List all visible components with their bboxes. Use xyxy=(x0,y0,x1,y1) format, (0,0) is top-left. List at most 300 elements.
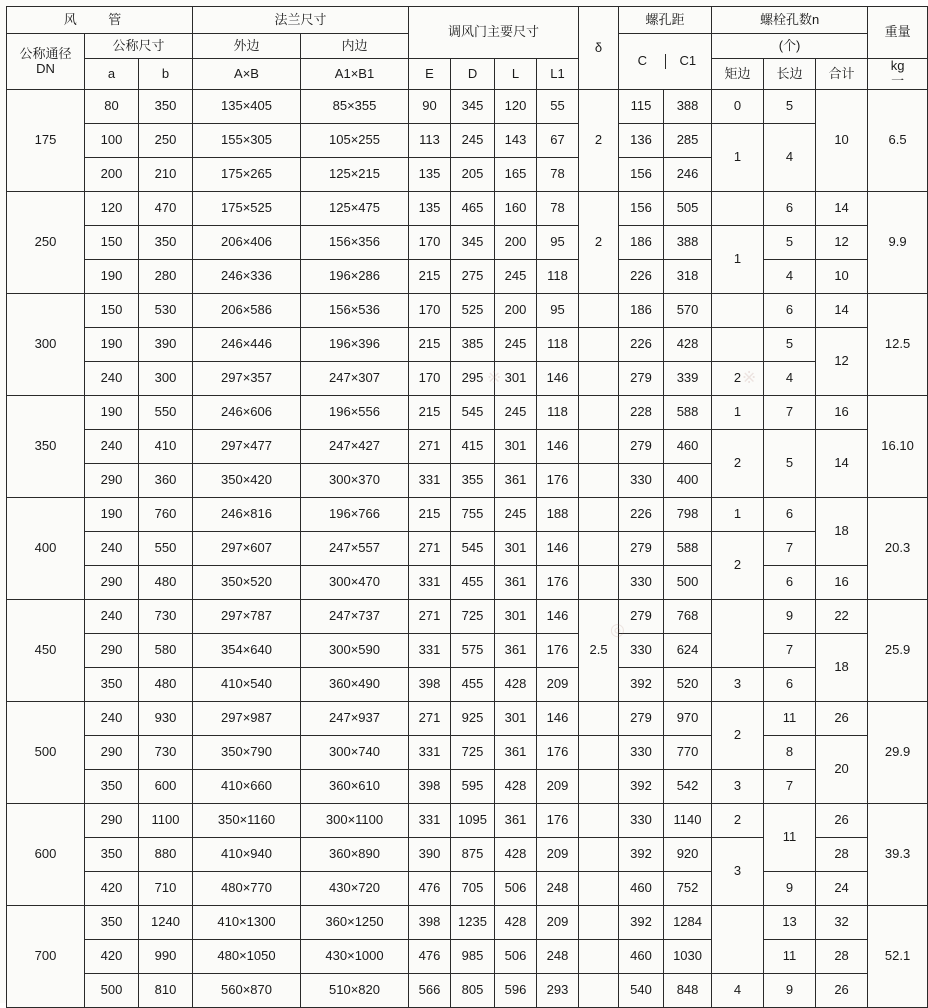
cell-short: 2 xyxy=(712,532,764,600)
cell-b: 810 xyxy=(139,974,193,1008)
cell-C1: 246 xyxy=(664,158,712,192)
cell-E: 170 xyxy=(409,294,451,328)
cell-axb: 246×816 xyxy=(193,498,301,532)
cell-D: 545 xyxy=(451,396,495,430)
cell-D: 385 xyxy=(451,328,495,362)
cell-b: 250 xyxy=(139,124,193,158)
cell-a1xb1: 105×255 xyxy=(301,124,409,158)
header-weight-unit-kg: kg xyxy=(890,58,905,74)
cell-a1xb1: 300×740 xyxy=(301,736,409,770)
cell-C: 392 xyxy=(619,668,664,702)
cell-delta xyxy=(579,804,619,838)
cell-C: 279 xyxy=(619,702,664,736)
cell-C1: 520 xyxy=(664,668,712,702)
cell-short: 1 xyxy=(712,498,764,532)
cell-b: 480 xyxy=(139,668,193,702)
cell-a: 290 xyxy=(85,634,139,668)
cell-C: 228 xyxy=(619,396,664,430)
cell-a1xb1: 430×720 xyxy=(301,872,409,906)
cell-E: 113 xyxy=(409,124,451,158)
cell-total: 10 xyxy=(816,260,868,294)
cell-C1: 505 xyxy=(664,192,712,226)
table-row xyxy=(7,362,928,396)
cell-a1xb1: 125×215 xyxy=(301,158,409,192)
cell-E: 170 xyxy=(409,226,451,260)
cell-delta: 2 xyxy=(579,90,619,192)
cell-b: 470 xyxy=(139,192,193,226)
cell-L1: 176 xyxy=(537,634,579,668)
cell-L: 245 xyxy=(495,260,537,294)
header-col-C: C xyxy=(620,54,666,69)
cell-a: 420 xyxy=(85,940,139,974)
header-group-bolt-count: 螺栓孔数n xyxy=(712,7,868,34)
cell-C1: 768 xyxy=(664,600,712,634)
cell-E: 476 xyxy=(409,940,451,974)
header-nominal-dn-sub: DN xyxy=(36,60,55,76)
cell-E: 170 xyxy=(409,362,451,396)
cell-a: 350 xyxy=(85,838,139,872)
cell-D: 725 xyxy=(451,600,495,634)
cell-weight: 39.3 xyxy=(868,804,928,906)
cell-C: 136 xyxy=(619,124,664,158)
cell-dn: 500 xyxy=(7,702,85,804)
cell-short: 0 xyxy=(712,90,764,124)
cell-short: 3 xyxy=(712,838,764,906)
cell-b: 1100 xyxy=(139,804,193,838)
header-weight-unit-dash: 一 xyxy=(891,73,905,88)
cell-long: 7 xyxy=(764,532,816,566)
cell-C: 186 xyxy=(619,226,664,260)
header-col-D: D xyxy=(451,59,495,90)
cell-long: 5 xyxy=(764,328,816,362)
cell-D: 205 xyxy=(451,158,495,192)
cell-long: 4 xyxy=(764,260,816,294)
cell-C1: 285 xyxy=(664,124,712,158)
cell-C1: 570 xyxy=(664,294,712,328)
cell-C1: 970 xyxy=(664,702,712,736)
cell-L1: 176 xyxy=(537,736,579,770)
cell-E: 271 xyxy=(409,532,451,566)
cell-long: 8 xyxy=(764,736,816,770)
table-row xyxy=(7,90,928,124)
cell-dn: 700 xyxy=(7,906,85,1008)
duct-flange-spec-table xyxy=(6,6,928,1008)
header-col-long-side: 长边 xyxy=(764,59,816,90)
cell-a1xb1: 247×427 xyxy=(301,430,409,464)
cell-E: 390 xyxy=(409,838,451,872)
cell-C: 226 xyxy=(619,260,664,294)
cell-total: 16 xyxy=(816,396,868,430)
header-nominal-dn xyxy=(7,34,85,90)
cell-delta xyxy=(579,906,619,940)
cell-axb: 350×1160 xyxy=(193,804,301,838)
cell-D: 415 xyxy=(451,430,495,464)
cell-long: 6 xyxy=(764,566,816,600)
table-row xyxy=(7,702,928,736)
cell-delta xyxy=(579,702,619,736)
cell-a1xb1: 360×1250 xyxy=(301,906,409,940)
cell-a1xb1: 430×1000 xyxy=(301,940,409,974)
cell-a1xb1: 360×490 xyxy=(301,668,409,702)
cell-C: 392 xyxy=(619,770,664,804)
header-nominal-size: 公称尺寸 xyxy=(85,34,193,59)
cell-total: 26 xyxy=(816,702,868,736)
cell-a: 500 xyxy=(85,974,139,1008)
cell-long: 5 xyxy=(764,226,816,260)
cell-L: 428 xyxy=(495,668,537,702)
cell-total: 18 xyxy=(816,498,868,566)
cell-long: 9 xyxy=(764,872,816,906)
cell-a: 240 xyxy=(85,600,139,634)
cell-L: 301 xyxy=(495,600,537,634)
cell-E: 135 xyxy=(409,158,451,192)
cell-E: 271 xyxy=(409,702,451,736)
header-col-delta: δ xyxy=(579,7,619,90)
cell-long: 4 xyxy=(764,362,816,396)
cell-L1: 248 xyxy=(537,940,579,974)
cell-a: 190 xyxy=(85,260,139,294)
table-row xyxy=(7,906,928,940)
cell-L: 506 xyxy=(495,940,537,974)
cell-E: 398 xyxy=(409,906,451,940)
table-row xyxy=(7,430,928,464)
cell-b: 730 xyxy=(139,736,193,770)
cell-b: 410 xyxy=(139,430,193,464)
cell-total: 12 xyxy=(816,226,868,260)
cell-weight: 16.10 xyxy=(868,396,928,498)
cell-L1: 176 xyxy=(537,566,579,600)
cell-delta xyxy=(579,838,619,872)
cell-b: 480 xyxy=(139,566,193,600)
cell-L1: 188 xyxy=(537,498,579,532)
cell-L: 200 xyxy=(495,294,537,328)
cell-E: 331 xyxy=(409,804,451,838)
cell-L1: 209 xyxy=(537,668,579,702)
header-col-C1: C1 xyxy=(679,53,697,69)
cell-b: 350 xyxy=(139,226,193,260)
cell-total: 10 xyxy=(816,90,868,192)
cell-C1: 318 xyxy=(664,260,712,294)
header-col-L: L xyxy=(495,59,537,90)
table-row xyxy=(7,124,928,158)
cell-L1: 118 xyxy=(537,396,579,430)
cell-short xyxy=(712,192,764,226)
cell-L: 120 xyxy=(495,90,537,124)
cell-L1: 146 xyxy=(537,430,579,464)
cell-delta xyxy=(579,532,619,566)
cell-L: 301 xyxy=(495,532,537,566)
cell-D: 575 xyxy=(451,634,495,668)
cell-total: 16 xyxy=(816,566,868,600)
cell-dn: 600 xyxy=(7,804,85,906)
cell-axb: 480×770 xyxy=(193,872,301,906)
cell-delta xyxy=(579,396,619,430)
cell-C: 156 xyxy=(619,192,664,226)
cell-long: 7 xyxy=(764,396,816,430)
table-row xyxy=(7,736,928,770)
cell-a: 290 xyxy=(85,464,139,498)
cell-a: 350 xyxy=(85,906,139,940)
cell-axb: 410×540 xyxy=(193,668,301,702)
cell-axb: 297×787 xyxy=(193,600,301,634)
cell-a1xb1: 156×536 xyxy=(301,294,409,328)
cell-b: 530 xyxy=(139,294,193,328)
cell-delta xyxy=(579,974,619,1008)
cell-long: 9 xyxy=(764,600,816,634)
header-nominal-dn-label: 公称通径 xyxy=(19,45,72,61)
cell-axb: 350×520 xyxy=(193,566,301,600)
cell-a: 240 xyxy=(85,702,139,736)
cell-total: 28 xyxy=(816,838,868,872)
cell-delta xyxy=(579,328,619,362)
cell-long: 6 xyxy=(764,294,816,328)
header-col-a: a xyxy=(85,59,139,90)
cell-a: 190 xyxy=(85,498,139,532)
cell-L1: 146 xyxy=(537,532,579,566)
cell-a1xb1: 196×286 xyxy=(301,260,409,294)
cell-b: 600 xyxy=(139,770,193,804)
cell-L: 245 xyxy=(495,328,537,362)
cell-delta xyxy=(579,940,619,974)
cell-long: 6 xyxy=(764,668,816,702)
cell-L: 361 xyxy=(495,736,537,770)
cell-C: 330 xyxy=(619,634,664,668)
cell-a: 420 xyxy=(85,872,139,906)
cell-D: 1095 xyxy=(451,804,495,838)
cell-long: 6 xyxy=(764,192,816,226)
cell-delta: 2 xyxy=(579,192,619,294)
cell-weight: 25.9 xyxy=(868,600,928,702)
cell-b: 550 xyxy=(139,532,193,566)
table-row xyxy=(7,600,928,634)
cell-b: 880 xyxy=(139,838,193,872)
table-row xyxy=(7,566,928,600)
cell-a1xb1: 196×766 xyxy=(301,498,409,532)
cell-b: 580 xyxy=(139,634,193,668)
cell-D: 525 xyxy=(451,294,495,328)
cell-E: 331 xyxy=(409,634,451,668)
cell-delta: 2.5 xyxy=(579,600,619,702)
cell-long: 5 xyxy=(764,90,816,124)
cell-C1: 500 xyxy=(664,566,712,600)
cell-a1xb1: 196×556 xyxy=(301,396,409,430)
cell-axb: 410×1300 xyxy=(193,906,301,940)
cell-short: 1 xyxy=(712,124,764,192)
cell-axb: 350×790 xyxy=(193,736,301,770)
cell-L: 245 xyxy=(495,498,537,532)
cell-C1: 624 xyxy=(664,634,712,668)
table-row xyxy=(7,872,928,906)
cell-L: 361 xyxy=(495,566,537,600)
table-row xyxy=(7,192,928,226)
cell-L: 506 xyxy=(495,872,537,906)
cell-D: 805 xyxy=(451,974,495,1008)
cell-weight: 12.5 xyxy=(868,294,928,396)
cell-axb: 175×265 xyxy=(193,158,301,192)
cell-a: 350 xyxy=(85,668,139,702)
cell-b: 1240 xyxy=(139,906,193,940)
cell-total: 26 xyxy=(816,974,868,1008)
cell-C1: 339 xyxy=(664,362,712,396)
cell-a1xb1: 300×1100 xyxy=(301,804,409,838)
cell-weight: 6.5 xyxy=(868,90,928,192)
cell-short: 2 xyxy=(712,804,764,838)
cell-L: 301 xyxy=(495,430,537,464)
cell-C: 279 xyxy=(619,362,664,396)
cell-delta xyxy=(579,872,619,906)
cell-D: 345 xyxy=(451,226,495,260)
cell-total: 14 xyxy=(816,192,868,226)
cell-a: 190 xyxy=(85,396,139,430)
cell-L1: 209 xyxy=(537,770,579,804)
cell-D: 705 xyxy=(451,872,495,906)
cell-axb: 297×607 xyxy=(193,532,301,566)
cell-D: 295 xyxy=(451,362,495,396)
cell-axb: 350×420 xyxy=(193,464,301,498)
cell-long: 9 xyxy=(764,974,816,1008)
cell-E: 215 xyxy=(409,260,451,294)
cell-axb: 175×525 xyxy=(193,192,301,226)
cell-E: 476 xyxy=(409,872,451,906)
cell-a1xb1: 247×307 xyxy=(301,362,409,396)
cell-D: 545 xyxy=(451,532,495,566)
cell-b: 350 xyxy=(139,90,193,124)
cell-L: 301 xyxy=(495,362,537,396)
cell-delta xyxy=(579,770,619,804)
table-row xyxy=(7,532,928,566)
cell-short: 1 xyxy=(712,226,764,294)
cell-L: 428 xyxy=(495,906,537,940)
cell-a1xb1: 247×737 xyxy=(301,600,409,634)
cell-dn: 175 xyxy=(7,90,85,192)
cell-a1xb1: 300×470 xyxy=(301,566,409,600)
cell-axb: 480×1050 xyxy=(193,940,301,974)
cell-a: 290 xyxy=(85,736,139,770)
cell-C: 279 xyxy=(619,532,664,566)
cell-L1: 176 xyxy=(537,464,579,498)
cell-a: 200 xyxy=(85,158,139,192)
cell-C1: 798 xyxy=(664,498,712,532)
cell-L: 143 xyxy=(495,124,537,158)
cell-C1: 920 xyxy=(664,838,712,872)
header-bolt-count-unit: (个) xyxy=(712,34,868,59)
cell-E: 90 xyxy=(409,90,451,124)
cell-weight: 20.3 xyxy=(868,498,928,600)
cell-a: 150 xyxy=(85,226,139,260)
cell-dn: 350 xyxy=(7,396,85,498)
cell-a1xb1: 247×937 xyxy=(301,702,409,736)
cell-L1: 118 xyxy=(537,328,579,362)
cell-E: 271 xyxy=(409,600,451,634)
cell-short: 2 xyxy=(712,430,764,498)
cell-D: 455 xyxy=(451,668,495,702)
cell-D: 985 xyxy=(451,940,495,974)
cell-a1xb1: 300×370 xyxy=(301,464,409,498)
table-row xyxy=(7,294,928,328)
cell-E: 331 xyxy=(409,464,451,498)
cell-C1: 588 xyxy=(664,396,712,430)
cell-total: 20 xyxy=(816,736,868,804)
header-group-weight: 重量 xyxy=(868,7,928,59)
cell-dn: 300 xyxy=(7,294,85,396)
cell-L1: 176 xyxy=(537,804,579,838)
cell-short xyxy=(712,294,764,328)
cell-a: 240 xyxy=(85,430,139,464)
header-bolt-pitch-cc1 xyxy=(619,34,712,90)
cell-E: 331 xyxy=(409,736,451,770)
cell-E: 215 xyxy=(409,396,451,430)
cell-a: 350 xyxy=(85,770,139,804)
cell-long: 6 xyxy=(764,498,816,532)
cell-axb: 246×336 xyxy=(193,260,301,294)
cell-a: 120 xyxy=(85,192,139,226)
cell-long: 7 xyxy=(764,634,816,668)
cell-a: 80 xyxy=(85,90,139,124)
cell-L1: 78 xyxy=(537,192,579,226)
cell-L1: 209 xyxy=(537,838,579,872)
cell-long: 7 xyxy=(764,770,816,804)
cell-L1: 95 xyxy=(537,294,579,328)
cell-axb: 135×405 xyxy=(193,90,301,124)
cell-C: 330 xyxy=(619,736,664,770)
header-group-flange: 法兰尺寸 xyxy=(193,7,409,34)
cell-C: 226 xyxy=(619,498,664,532)
cell-D: 725 xyxy=(451,736,495,770)
cell-axb: 246×446 xyxy=(193,328,301,362)
header-col-a1xb1: A1×B1 xyxy=(301,59,409,90)
header-weight-unit xyxy=(868,59,928,90)
cell-a1xb1: 360×890 xyxy=(301,838,409,872)
cell-E: 566 xyxy=(409,974,451,1008)
table-row xyxy=(7,804,928,838)
cell-a: 190 xyxy=(85,328,139,362)
cell-weight: 29.9 xyxy=(868,702,928,804)
cell-weight: 52.1 xyxy=(868,906,928,1008)
cell-L1: 95 xyxy=(537,226,579,260)
cell-L: 301 xyxy=(495,702,537,736)
cell-L1: 146 xyxy=(537,362,579,396)
cell-a: 150 xyxy=(85,294,139,328)
cell-E: 215 xyxy=(409,498,451,532)
cell-D: 755 xyxy=(451,498,495,532)
cell-C1: 752 xyxy=(664,872,712,906)
cell-a1xb1: 300×590 xyxy=(301,634,409,668)
cell-L: 361 xyxy=(495,804,537,838)
cell-b: 760 xyxy=(139,498,193,532)
cell-L: 245 xyxy=(495,396,537,430)
header-outer-edge: 外边 xyxy=(193,34,301,59)
table-row xyxy=(7,974,928,1008)
cell-total: 18 xyxy=(816,634,868,702)
cell-short: 3 xyxy=(712,668,764,702)
cell-D: 875 xyxy=(451,838,495,872)
cell-short: 2 xyxy=(712,362,764,396)
cell-E: 271 xyxy=(409,430,451,464)
cell-total: 12 xyxy=(816,328,868,396)
cell-E: 398 xyxy=(409,668,451,702)
cell-D: 455 xyxy=(451,566,495,600)
cell-short: 1 xyxy=(712,396,764,430)
cell-b: 730 xyxy=(139,600,193,634)
header-col-b: b xyxy=(139,59,193,90)
cell-a: 240 xyxy=(85,362,139,396)
cell-delta xyxy=(579,464,619,498)
cell-C: 115 xyxy=(619,90,664,124)
header-col-E: E xyxy=(409,59,451,90)
cell-D: 275 xyxy=(451,260,495,294)
cell-L1: 146 xyxy=(537,702,579,736)
cell-a: 100 xyxy=(85,124,139,158)
